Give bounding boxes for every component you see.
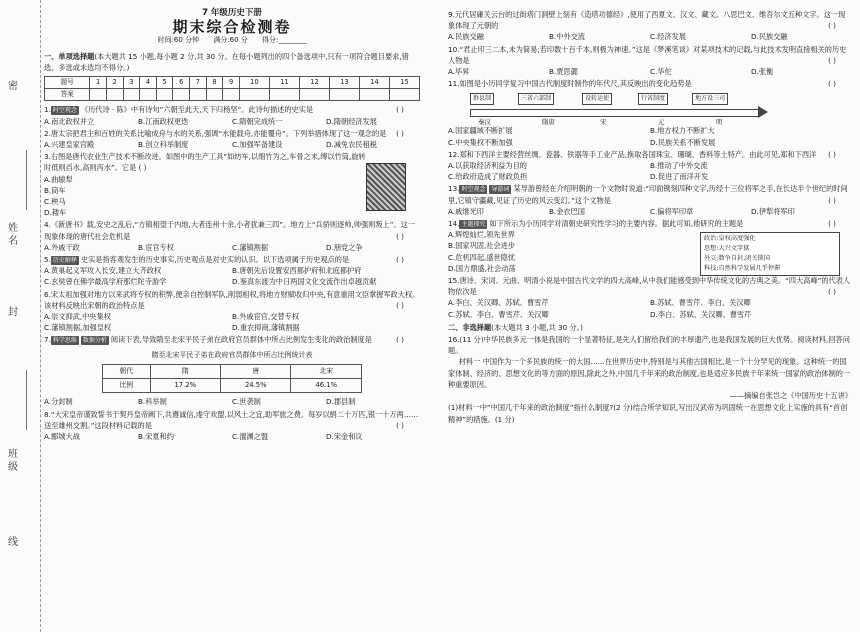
question-16: 16.(11 分)中华民族多元一体是我国的一个显著特征,是先人们留给我们的丰厚遗产,也是我国发展的巨大优势。阅读材料,回答问题。 [448,335,850,356]
q6-options: A.崇文抑武,中央集权 B.外戚宦官,交替专权 C.藩镇割据,加强皇权 D.重农抑商,藩镇割据 [44,312,300,333]
q14-option-c[interactable]: C.危机四起,盛世隐忧 [448,252,516,262]
q14-tag: 主题探究 [461,221,486,229]
question-3: 3.右图是唐代农业生产技术不断改进。如图中的生产工具“如纺车,以细竹为之,车骨之末,缚以竹筒,旋转时低则舀水,高则泻水”。它是 ( ) [44,152,366,173]
q9-options: A.民族交融 B.中外交流 C.经济发展 D.民族交融 [448,32,788,42]
binding-name: 姓名 [8,223,18,247]
question-10: 10.“君止印三二本,未为简易;若印数十百千本,则极为神速。”这是《梦溪笔谈》对某项技术的记载,与此技术发明直接相关的历史人物是 ( ) [448,44,847,65]
question-7: 7. 科学思维 数据分析 阅读下表,导致隋至北宋平民子弟在政府官员群体中所占比例发生变化的政治制度是 ( ) [44,335,404,345]
timeline-box: 三省六部制 [518,93,554,105]
timeline-era: 宋 [600,118,607,127]
grade-title: 7 年级历史下册 [202,8,262,18]
question-2: 2.唐太宗把君主和百姓的关系比喻成舟与水的关系,强调“水能载舟,亦能覆舟”。下列举措体现了这一观念的是 ( ) [44,128,404,138]
q2-options: A.兴建皇家宫殿 B.创立科举制度 C.加强军备建设 D.减免农民租税 [44,140,377,150]
question-9: 9.元代居庸关云台的过街塔门洞壁上刻有《造塔功德经》,使用了西夏文、汉文、藏文、八思巴文、维吾尔文五种文字。这一现象体现了元朝的 ( ) [448,10,846,31]
timeline-box: 设转运使 [582,93,612,105]
q7-table-title: 隋至北宋平民子弟在政府官员群体中所占比例统计表 [151,350,313,359]
binding-mi: 密 [8,81,18,92]
q14-option-b[interactable]: B.国家巩固,社会进步 [448,241,516,251]
q7-options: A.分封制 B.科举制 C.世袭制 D.郡县制 [44,397,356,407]
q16-citation: ——摘编自张岂之《中国历史十五讲》 [729,391,852,401]
left-column [44,8,420,442]
name-line [26,150,27,210]
timeline-bar [470,109,760,117]
answer-table-row: 题号 1 2 3 4 5 6 7 8 9 10 11 12 13 14 15 [45,77,420,89]
question-4: 4.《新唐书》载,安史之乱后,“方镇相望于内地,大者连州十余,小者犹兼三四”。地方上“兵骄则逐帅,帅强则叛上”。这一现象体现的唐代社会危机是 ( ) [44,220,415,241]
timeline-box: 群县制 [470,93,494,105]
q3-option-a[interactable]: A.曲辕犁 [44,174,73,184]
q14-option-a[interactable]: A.辉煌灿烂,领先世界 [448,230,515,240]
water-wheel-illustration [366,163,406,211]
binding-xian: 线 [8,537,18,548]
q14-info-box: 政治:皇权高度强化 思想:大兴文字狱 外交:数争自封,闭关锁国 科技:自然科学发展几乎停滞 [700,232,840,276]
section2-heading: 二、非选择题(本大题共 3 小题,共 30 分。) [448,322,583,332]
exam-title: 期末综合检测卷 [172,18,292,37]
q11-options: A.国家疆域不断扩展 B.地方权力不断扩大 C.中央集权不断加强 D.民族关系不断发展 [448,126,716,147]
question-6: 6.宋太祖加强对地方以来武将专权的积弊,便亲自控制军队,削弱相权,将地方财赋收归中央,有意重用文臣掌握军政大权。该材料反映出宋朝的政治特点是 ( ) [44,289,420,310]
question-3-block [44,151,420,218]
question-8: 8.“大宋皇帝谨致誓书于契丹皇帝阙下,共遵诚信,虔守欢盟,以风土之宜,助军旅之费。每岁以绢二十万匹,银一十万两……送至雄州交割。”这段材料记载的是 ( ) [44,409,419,430]
binding-feng: 封 [8,307,18,318]
q11-timeline [470,91,770,127]
q16-ask: (1)材料一中“中国几千年来的政治制度”指什么制度?(2 分)结合所学知识,写出汉武帝为巩固统一在思想文化上实施的具有“首创精神”的措施。(1 分) [448,403,848,424]
timeline-era: 明 [716,118,723,127]
question-12: 12.郑和下西洋主要经营丝绸、瓷器、铁器等手工业产品,换取各国珠宝、珊瑚、香料等土特产。由此可见,郑和下西洋 ( ) [448,149,836,159]
question-11: 11.如图是小历同学复习中国古代制度时制作的年代尺,其反映出的变化趋势是 ( ) [448,79,836,89]
section1-heading: 一、单项选择题(本大题共 15 小题,每小题 2 分,共 30 分。在每小题列出的四个备选项中,只有一项符合题目要求,错选、多选或未选均不得分。) [44,51,409,72]
q7-stat-table [102,364,362,393]
question-14-block [448,218,852,274]
exam-info [44,35,420,46]
q4-options: A.外戚干政 B.宦官专权 C.藩镇割据 D.朋党之争 [44,242,363,252]
question-15: 15.唐诗、宋词、元曲、明清小说是中国古代文学的四大高峰,从中我们能感受到中华传统文化的古典之美。“四大高峰”的代表人物依次是 ( ) [448,276,851,297]
timeline-box: 行省制度 [638,93,668,105]
timeline-box: 地方设三司 [692,93,728,105]
q12-options: A.以获取经济利益为目的 B.推动了中外交流 C.给政府造成了财政负担 D.促进了南洋开发 [448,161,709,182]
q8-options: A.郾城大战 B.宋夏和约 C.澶渊之盟 D.宋金和议 [44,431,363,441]
q13-tag2: 导游词 [491,186,510,194]
binding-class: 班级 [8,449,18,473]
q1-tag: 时空观念 [52,107,77,115]
question-5: 5. 历史解释 史实是指客观发生的历史事实,历史观点是对史实的认识。以下选项属于历史观点的是 ( ) [44,255,404,265]
q5-options: A.黄巢起义军攻入长安,建立大齐政权 B.唐朝先后设置安西都护府和北庭都护府 C.玄奘曾在佛学最高学府那烂陀寺游学 D.鉴真东渡为中日两国文化交流作出卓越贡献 [44,266,377,287]
question-1: 1. 时空观念 《历代诗 · 陈》中有诗句“六朝至此天,天下归杨坚”。此诗句描述的史实是 ( ) [44,105,404,115]
q13-options: A.戚继光印 B.金衣巴国 C.偏将军印章 D.伊犁将军印 [448,206,795,216]
answer-table [44,76,420,101]
timeline-era: 元 [658,118,665,127]
q15-options: A.李白、关汉卿、苏轼、曹雪芹 B.苏轼、曹雪芹、李白、关汉卿 C.苏轼、李白、曹雪芹、关汉卿 D.李白、苏轼、关汉卿、曹雪芹 [448,298,752,319]
timeline-era: 隋唐 [542,118,555,127]
q10-options: A.毕昇 B.贾思勰 C.华佗 D.张衡 [448,67,774,77]
q7-tag: 科学思维 [52,337,77,345]
q5-tag: 历史解释 [52,257,77,265]
exam-full-score: 满分:60 分 [213,36,248,45]
timeline-era: 秦汉 [478,118,491,127]
q1-options: A.南北政权并立 B.江南政权更迭 C.隋朝完成统一 D.隋朝经济发展 [44,116,377,126]
binding-margin [0,0,41,632]
table-row: 比例 17.2% 24.5% 46.1% [103,379,362,393]
timeline-arrow-icon [758,106,768,118]
q3-option-b[interactable]: B.筒车 [44,185,66,195]
question-14: 14. 主题探究 如下所示为小历同学对清朝史研究性学习的主要内容。据此可知,他研究的主题是 ( ) [448,219,836,229]
answer-table-row: 答案 [45,89,420,101]
q13-tag: 时空观念 [461,186,486,194]
question-13: 13. 时空观念 导游词 某导游曾经在介绍明朝的一个文物时说道:“印面镌刻四种文字,历经十三位将军之手,在长达半个世纪的时间里,它镇守疆藏,见证了历史的风云变幻。”这个文物是 ( ) [448,184,848,205]
q3-option-c[interactable]: C.秧马 [44,197,66,207]
q3-option-d[interactable]: D.耧车 [44,208,67,218]
q7-tag2: 数据分析 [82,337,107,345]
table-row: 朝代 隋 唐 北宋 [103,364,362,378]
class-line [26,370,27,430]
exam-score: 得分:________ [262,36,307,45]
q16-material: 材料一 中国作为一个多民族的统一的大国……在世界历史中,特别是与其他古国相比,是一个十分罕见的现象。这种统一的国家体制、经济的、思想文化的等方面的原因,除此之外,中国几千年来的政治制度,也是适应多民族千年来统一国家的政治体制的一种重要原因。 [448,357,851,389]
q14-option-d[interactable]: D.国力鼎盛,社会动荡 [448,263,516,273]
right-column [448,8,852,425]
exam-time: 时间:60 分钟 [157,36,200,45]
